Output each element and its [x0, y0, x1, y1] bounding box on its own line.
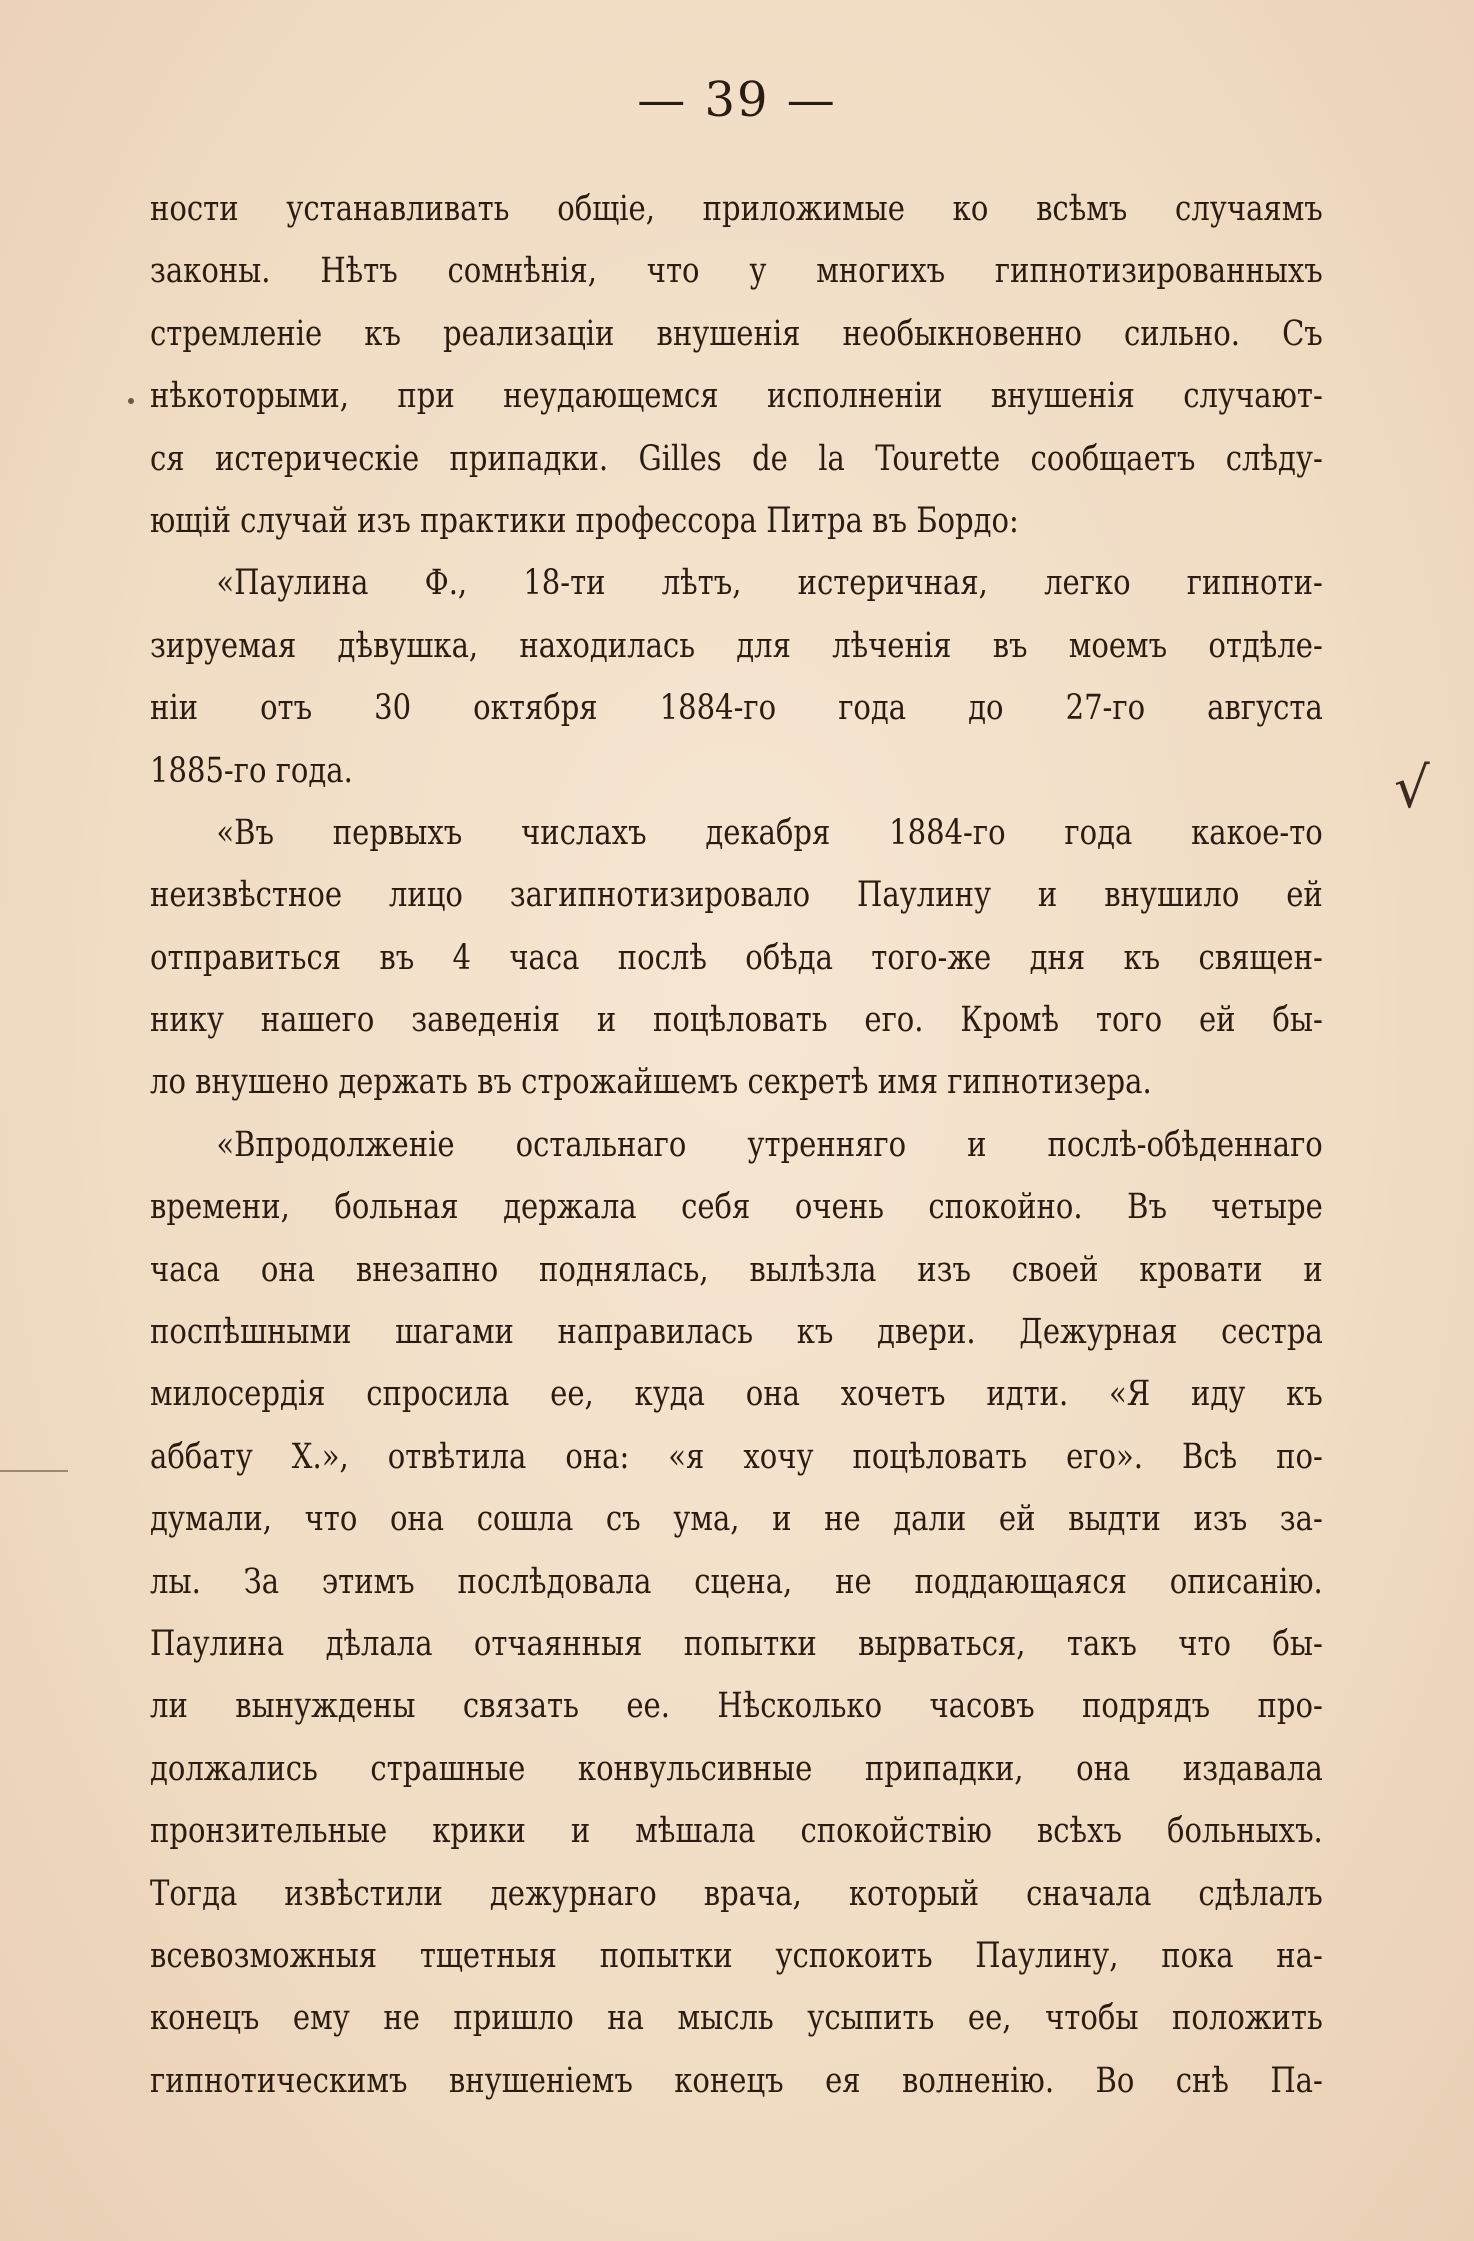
text-line: всевозможныя тщетныя попытки успокоить Паулину, пока на- [150, 1935, 1323, 1976]
text-line: нѣкоторыми, при неудающемся исполненіи внушенія случают- [150, 376, 1323, 417]
margin-dot [128, 398, 134, 404]
text-line: часа она внезапно поднялась, вылѣзла изъ своей кровати и [150, 1249, 1323, 1290]
text-line: «Паулина Ф., 18-ти лѣтъ, истеричная, легко гипноти- [216, 563, 1323, 604]
text-line: конецъ ему не пришло на мысль усыпить ее, чтобы положить [150, 1998, 1323, 2039]
text-line: неизвѣстное лицо загипнотизировало Паулину и внушило ей [150, 875, 1323, 916]
text-line: ся истерическіе припадки. Gilles de la Tourette сообщаетъ слѣду- [150, 438, 1323, 479]
margin-dash [0, 1470, 68, 1472]
text-line: ло внушено держать въ строжайшемъ секретѣ имя гипнотизера. [150, 1062, 1152, 1103]
text-line: нику нашего заведенія и поцѣловать его. Кромѣ того ей бы- [150, 1000, 1323, 1041]
text-line: ющій случай изъ практики профессора Питра въ Бордо: [150, 500, 1019, 541]
text-line: отправиться въ 4 часа послѣ обѣда того-же дня къ священ- [150, 937, 1323, 978]
text-line: аббату Х.», отвѣтила она: «я хочу поцѣловать его». Всѣ по- [150, 1436, 1323, 1477]
text-line: должались страшные конвульсивные припадки, она издавала [150, 1748, 1323, 1789]
text-line: поспѣшными шагами направилась къ двери. Дежурная сестра [150, 1312, 1323, 1353]
text-line: зируемая дѣвушка, находилась для лѣченія въ моемъ отдѣле- [150, 625, 1323, 666]
text-line: Паулина дѣлала отчаянныя попытки вырваться, такъ что бы- [150, 1623, 1323, 1664]
text-line: ли вынуждены связать ее. Нѣсколько часовъ подрядъ про- [150, 1686, 1323, 1727]
text-line: 1885-го года. [150, 750, 353, 791]
margin-check-mark: √ [1394, 756, 1430, 821]
text-line: пронзительные крики и мѣшала спокойствію всѣхъ больныхъ. [150, 1811, 1323, 1852]
text-line: думали, что она сошла съ ума, и не дали ей выдти изъ за- [150, 1499, 1323, 1540]
text-line: ніи отъ 30 октября 1884-го года до 27-го августа [150, 688, 1323, 729]
text-line: «Впродолженіе остальнаго утренняго и послѣ-обѣденнаго [216, 1124, 1323, 1165]
text-line: ности устанавливать общіе, приложимые ко всѣмъ случаямъ [150, 189, 1323, 229]
text-line: стремленіе къ реализаціи внушенія необыкновенно сильно. Съ [150, 313, 1323, 354]
text-line: времени, больная держала себя очень спокойно. Въ четыре [150, 1187, 1323, 1228]
text-line: Тогда извѣстили дежурнаго врача, который сначала сдѣлалъ [150, 1873, 1323, 1914]
text-line: законы. Нѣтъ сомнѣнія, что у многихъ гипнотизированныхъ [150, 251, 1323, 292]
text-line: гипнотическимъ внушеніемъ конецъ ея волненію. Во снѣ Па- [150, 2060, 1323, 2101]
page-number: — 39 — [637, 72, 837, 128]
text-line: «Въ первыхъ числахъ декабря 1884-го года какое-то [216, 812, 1323, 853]
text-line: милосердія спросила ее, куда она хочетъ идти. «Я иду къ [150, 1374, 1323, 1415]
body-text [150, 178, 1323, 2112]
text-line: лы. За этимъ послѣдовала сцена, не поддающаяся описанію. [150, 1561, 1323, 1602]
